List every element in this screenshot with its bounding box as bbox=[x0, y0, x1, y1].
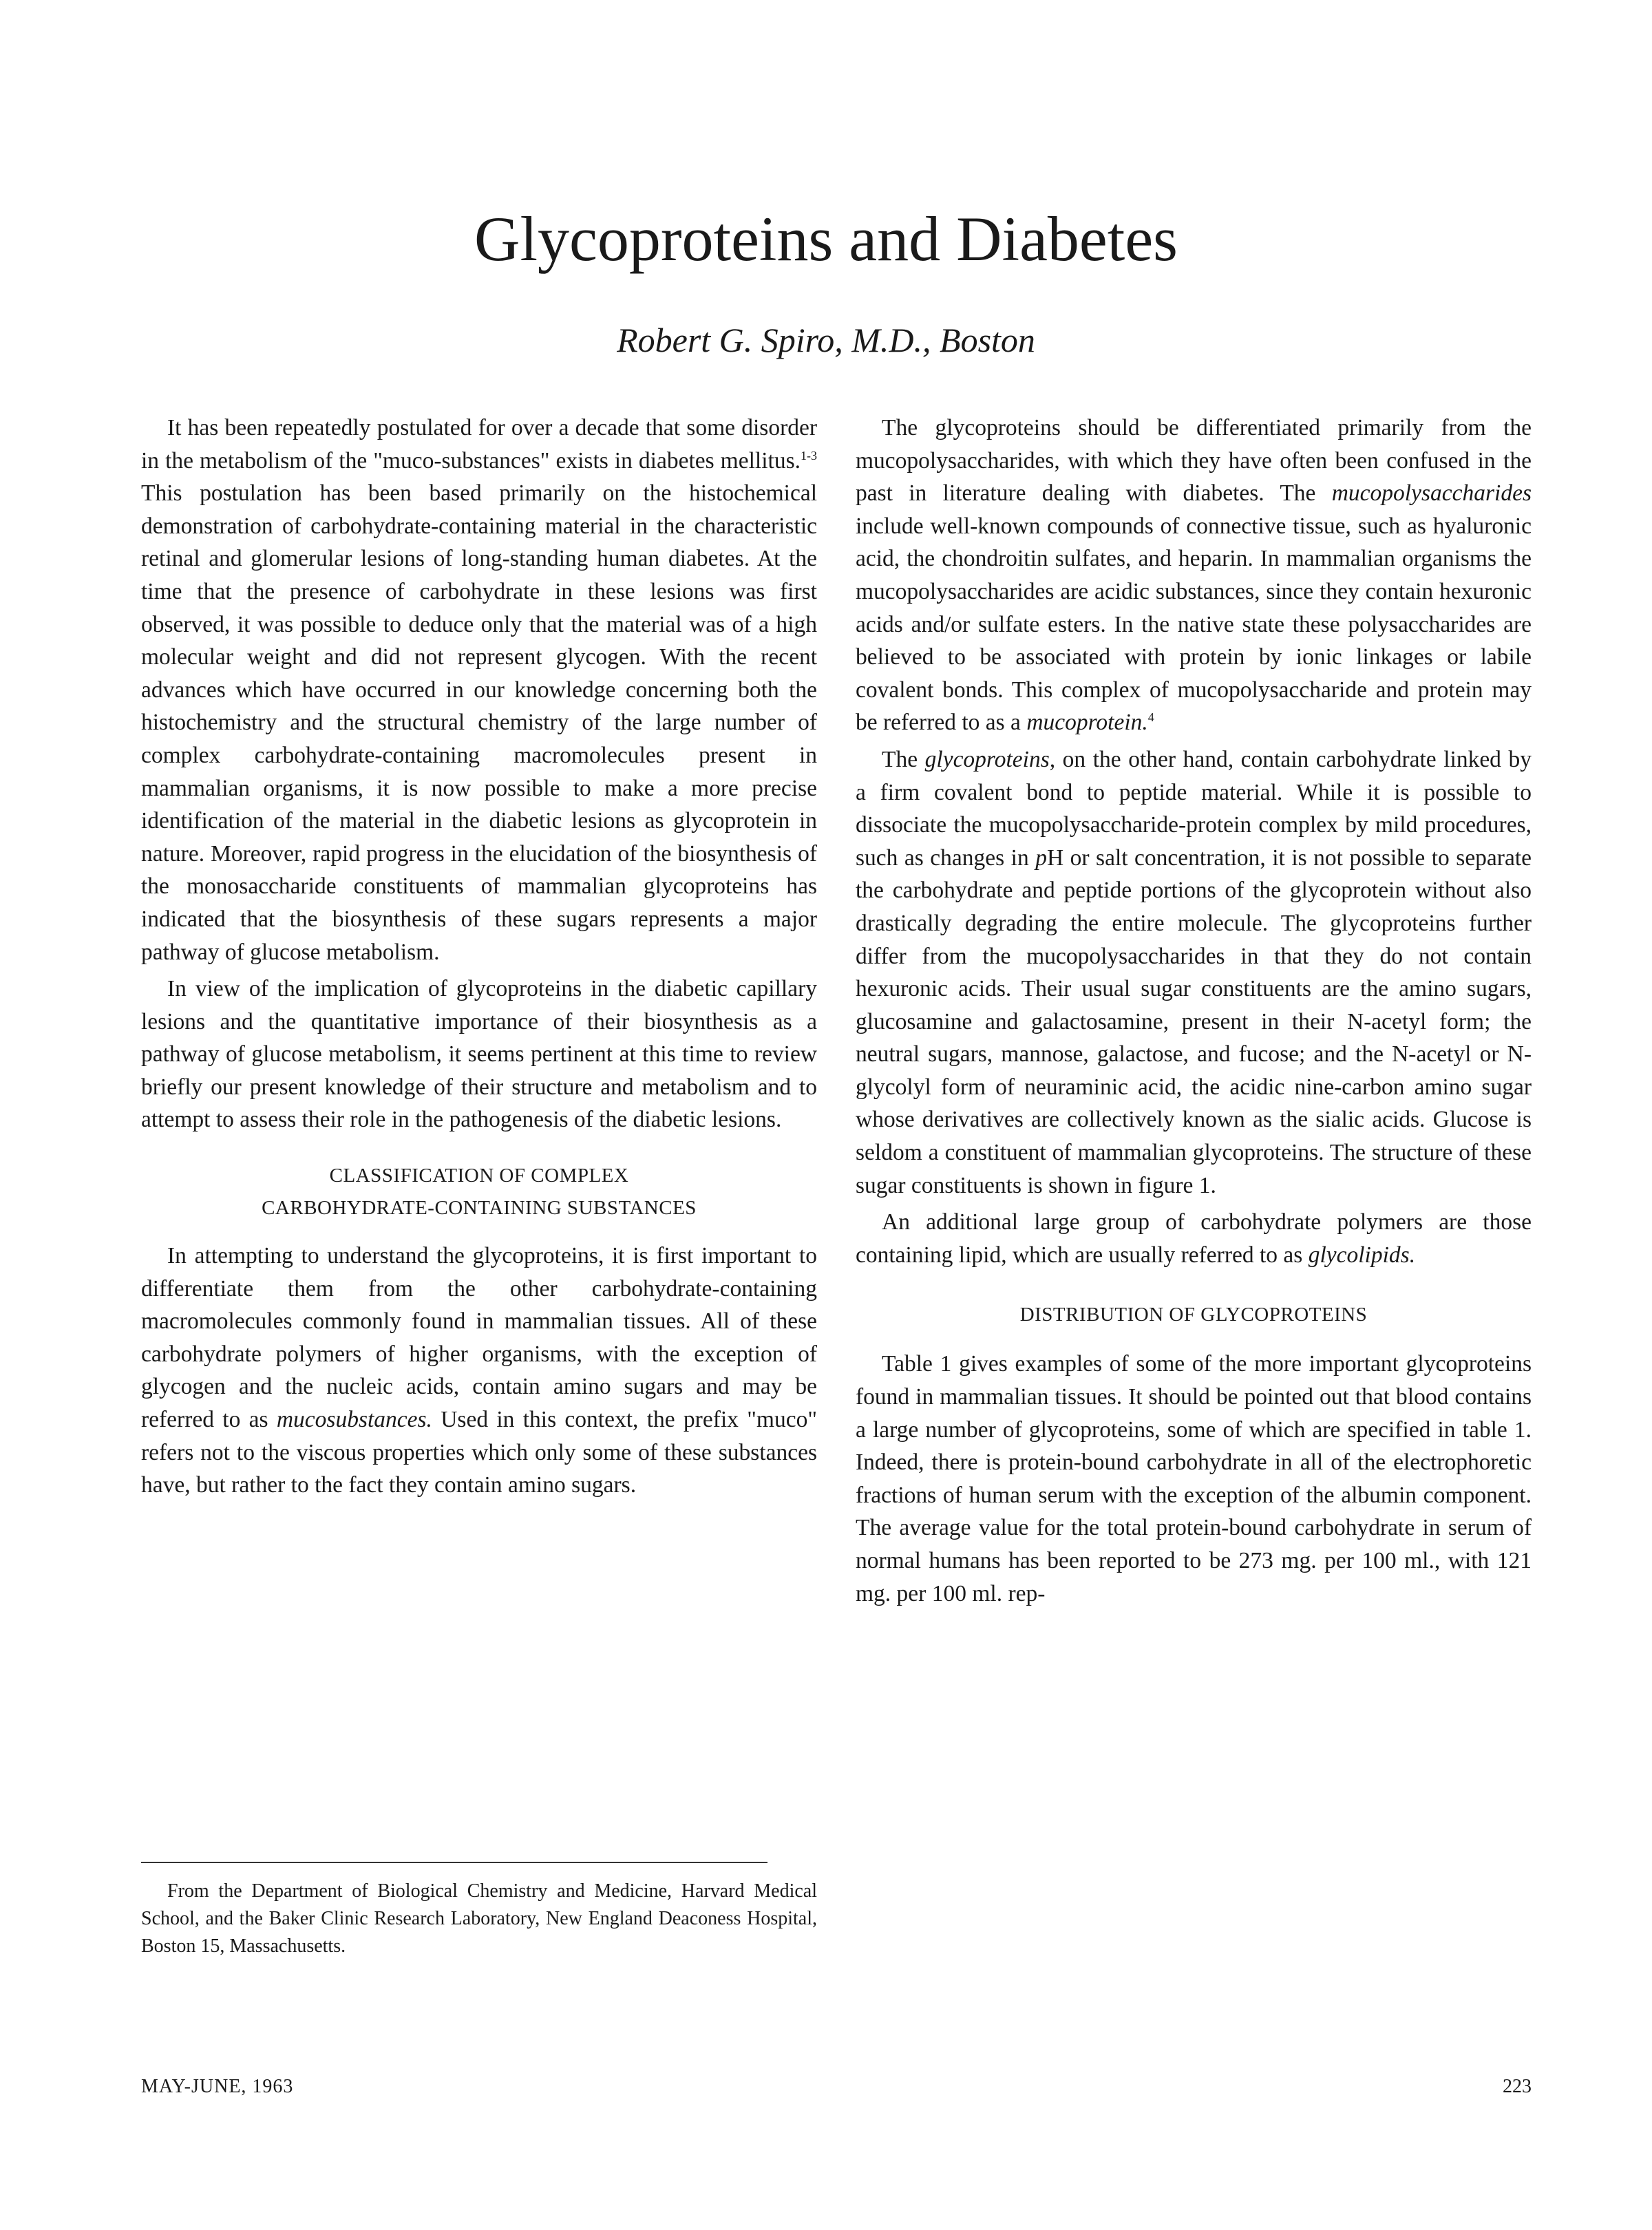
paragraph-glycolipids bbox=[856, 1206, 1532, 1271]
section-heading-classification bbox=[141, 1160, 817, 1224]
paragraph-mucopolysaccharides bbox=[856, 412, 1532, 739]
issue-date: MAY-JUNE, 1963 bbox=[141, 2076, 294, 2097]
paragraph-review-purpose: In view of the implication of glycoproteins in the diabetic capillary lesions and the quantitative importance of their biosynthesis as a pathway of glucose metabolism, it seems pertinent at this time to review briefly our present knowledge of their structure and metabolism and to attempt to assess their role in the pathogenesis of the diabetic lesions. bbox=[141, 976, 817, 1133]
right-column bbox=[856, 412, 1532, 1610]
italic-term: glycolipids. bbox=[1308, 1242, 1416, 1268]
paragraph-distribution: Table 1 gives examples of some of the more important glycoproteins found in mammalian tissues. It should be pointed out that blood contains a large number of glycoproteins, some of which are specified in table 1. Indeed, there is protein-bound carbohydrate in all of the electrophoretic fractions of human serum with the exception of the albumin component. The average value for the total protein-bound carbohydrate in serum of normal humans has been reported to be 273 mg. per 100 ml., with 121 mg. per 100 ml. rep- bbox=[856, 1351, 1532, 1606]
paragraph-text: H or salt concentration, it is not possible to separate the carbohydrate and peptide portions of the glycoprotein without also drastically degrading the entire molecule. The glycoproteins further differ from the mucopolysaccharides in that they do not contain hexuronic acids. Their usual sugar constituents are the amino sugars, glucosamine and galactosamine, present in their N-acetyl form; the neutral sugars, mannose, galactose, and fucose; and the N-acetyl or N-glycolyl form of neuraminic acid, the acidic nine-carbon amino sugar whose derivatives are collectively known as the sialic acids. Glucose is seldom a constituent of mammalian glycoproteins. The structure of these sugar constituents is shown in figure 1. bbox=[856, 845, 1532, 1198]
paragraph-text: Used in this context, the prefix "muco" refers not to the viscous properties which only some of these substances have, but rather to the fact they contain amino sugars. bbox=[141, 1407, 817, 1498]
section-heading-distribution: DISTRIBUTION OF GLYCOPROTEINS bbox=[1019, 1304, 1368, 1326]
heading-line: CLASSIFICATION OF COMPLEX bbox=[329, 1165, 629, 1187]
heading-line: CARBOHYDRATE-CONTAINING SUBSTANCES bbox=[262, 1197, 697, 1220]
footnote-divider bbox=[141, 1862, 767, 1863]
article-author: Robert G. Spiro, M.D., Boston bbox=[617, 321, 1035, 359]
italic-term: mucosubstances. bbox=[276, 1407, 432, 1433]
italic-term: mucopolysaccharides bbox=[1331, 480, 1532, 507]
paragraph-text: An additional large group of carbohydrate polymers are those containing lipid, which are usually referred to as bbox=[856, 1209, 1532, 1268]
paragraph-text: The bbox=[882, 746, 925, 772]
italic-term: p bbox=[1035, 845, 1047, 871]
paragraph-mucosubstances bbox=[141, 1240, 817, 1502]
paragraph-text: on the other hand, contain carbohydrate linked by a firm covalent bond to peptide material. While it is possible to dissociate the mucopolysaccharide-protein complex by mild procedures, such as changes in bbox=[856, 746, 1532, 871]
italic-term: glycoproteins, bbox=[924, 746, 1056, 772]
paragraph-introduction bbox=[141, 412, 817, 968]
paragraph-text: In attempting to understand the glycoproteins, it is first important to differentiate them from the other carbohydrate-containing macromolecules commonly found in mammalian tissues. All of these carbohydrate polymers of higher organisms, with the exception of glycogen and the nucleic acids, contain amino sugars and may be referred to as bbox=[141, 1243, 817, 1433]
reference-marker: 1-3 bbox=[801, 448, 817, 463]
italic-term: mucoprotein. bbox=[1026, 710, 1148, 736]
page-number: 223 bbox=[1503, 2076, 1532, 2097]
paragraph-glycoproteins bbox=[856, 743, 1532, 1202]
reference-marker: 4 bbox=[1147, 710, 1154, 725]
affiliation-footnote: From the Department of Biological Chemistry and Medicine, Harvard Medical School, and the Baker Clinic Research Laboratory, New England Deaconess Hospital, Boston 15, Massachusetts. bbox=[141, 1880, 817, 1957]
left-column bbox=[141, 412, 817, 1502]
paragraph-text: The glycoproteins should be differentiated primarily from the mucopolysaccharides, with which they have often been confused in the past in literature dealing with diabetes. The bbox=[856, 415, 1532, 507]
paragraph-text: include well-known compounds of connective tissue, such as hyaluronic acid, the chondroitin sulfates, and heparin. In mammalian organisms the mucopolysaccharides are acidic substances, since they contain hexuronic acids and/or sulfate esters. In the native state these polysaccharides are believed to be associated with protein by ionic linkages or labile covalent bonds. This complex of mucopolysaccharide and protein may be referred to as a bbox=[856, 513, 1532, 736]
article-title: Glycoproteins and Diabetes bbox=[474, 204, 1178, 274]
paragraph-text: This postulation has been based primarily on the histochemical demonstration of carbohydrate-containing material in the characteristic retinal and glomerular lesions of long-standing human diabetes. At the time that the presence of carbohydrate in these lesions was first observed, it was possible to deduce only that the material was of a high molecular weight and did not represent glycogen. With the recent advances which have occurred in our knowledge concerning both the histochemistry and the structural chemistry of the large number of complex carbohydrate-containing macromolecules present in mammalian organisms, it is now possible to make a more precise identification of the material in the diabetic lesions as glycoprotein in nature. Moreover, rapid progress in the elucidation of the biosynthesis of the monosaccharide constituents of mammalian glycoproteins has indicated that the biosynthesis of these sugars represents a major pathway of glucose metabolism. bbox=[141, 480, 817, 965]
paragraph-text: It has been repeatedly postulated for over a decade that some disorder in the metabolism of the "muco-substances" exists in diabetes mellitus. bbox=[141, 415, 817, 474]
